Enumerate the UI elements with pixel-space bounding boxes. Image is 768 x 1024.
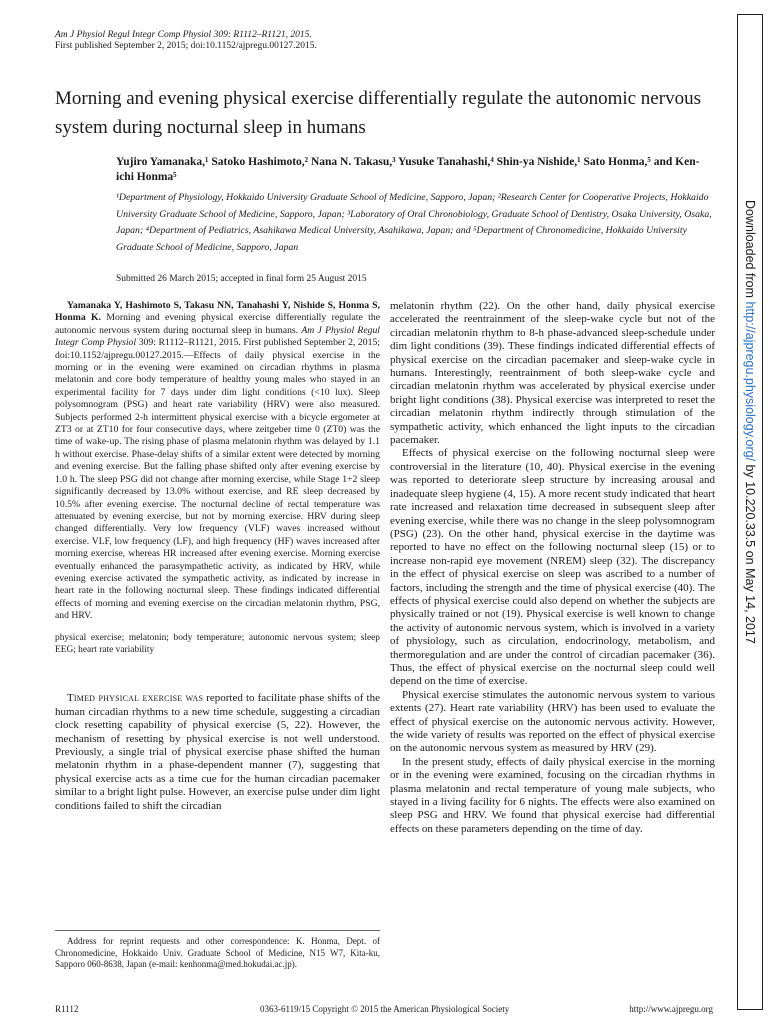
download-notice [740, 200, 760, 850]
intro-paragraph-3: Physical exercise stimulates the autonomic nervous system to various extents (27). Heart rate variability (HRV) has been used to evaluate the effect of physical exercise on the autonomic nervous activity. However, the wide variety of results was reported on the effect of physical exercise on the autonomic nervous system as measured by HRV (29). [390, 688, 715, 755]
intro-lead-smallcaps: Timed physical exercise was [67, 692, 204, 705]
journal-citation [55, 30, 317, 52]
left-column [55, 300, 380, 813]
abstract-citation-rest: 309: R1112–R1121, 2015. First published September 2, 2015; doi:10.1152/ajpregu.00127.2015.— [55, 337, 381, 361]
journal-url[interactable]: http://www.ajpregu.org [629, 1004, 713, 1014]
abstract-citation-journal: Am J Physiol Regul Integr Comp Physiol [55, 324, 380, 349]
download-notice-text [743, 200, 757, 644]
correspondence-footnote: Address for reprint requests and other correspondence: K. Honma, Dept. of Chronomedicine, Hokkaido Univ. Graduate School of Medicine, N15 W7, Kita-ku, Sapporo 060-8638, Japan (e-mail: kenhonma@med.hokudai.ac.jp). [55, 930, 380, 971]
abstract [55, 300, 380, 623]
right-column [390, 300, 715, 836]
article-title: Morning and evening physical exercise differentially regulate the autonomic nervous system during nocturnal sleep in humans [55, 88, 701, 138]
intro-paragraph-1 [55, 692, 380, 813]
download-link[interactable]: http://ajpregu.physiology.org/ [743, 301, 757, 462]
journal-citation-line2: First published September 2, 2015; doi:10.1152/ajpregu.00127.2015. [55, 41, 317, 51]
submission-dates: Submitted 26 March 2015; accepted in final form 25 August 2015 [116, 274, 367, 284]
download-prefix: Downloaded from [743, 200, 757, 302]
abstract-citation-authors: Yamanaka Y, Hashimoto S, Takasu NN, Tanahashi Y, Nishide S, Honma S, Honma K. [55, 300, 380, 324]
intro-paragraph-continued: melatonin rhythm (22). On the other hand, daily physical exercise accelerated the reentrainment of the sleep-wake cycle but not of the circadian melatonin rhythm to 8-h phase-advanced sleep-schedule under dim light conditions (39). These findings indicated differential effects of physical exercise on the circadian pacemaker and sleep-wake cycle in humans. Interestingly, reentrainment of both sleep-wake cycle and circadian melatonin rhythm was accelerated by physical exercise under bright light conditions (38). Physical exercise was interpreted to reset the circadian melatonin rhythm indirectly through stimulation of the sympathetic activity, which enhanced the light inputs to the circadian pacemaker. [390, 300, 715, 447]
intro-paragraph-2: Effects of physical exercise on the following nocturnal sleep were controversial in the literature (10, 40). Physical exercise in the evening was reported to deteriorate sleep structure by increasing arousal and inadequate sleep hygiene (4, 15). A more recent study indicated that heart rate increased and relaxation time decreased in subsequent sleep after evening exercise, while there was no change in the sleep polysomnogram (PSG) (23). On the other hand, physical exercise in the daytime was reported to have no effect on the following nocturnal sleep (15) or to increase non-rapid eye movement (NREM) sleep (32). The discrepancy in the effect of physical exercise on sleep was ascribed to a number of factors, including the strength and the time of physical exercise (40). The effects of physical exercise could also depend on whether the subjects are physically trained or not (19). Physical exercise is well known to change the activity of autonomic nervous system, which is involved in a variety of physiology, such as circulation, endocrinology, metabolism, and thermoregulation and are under the control of circadian pacemaker (36). Thus, the effect of physical exercise on the nocturnal sleep could well depend on the time of exercise. [390, 447, 715, 688]
author-list: Yujiro Yamanaka,¹ Satoko Hashimoto,² Nana N. Takasu,³ Yusuke Tanahashi,⁴ Shin-ya Nishide,¹ Sato Honma,⁵ and Ken-ichi Honma⁵ [116, 156, 700, 183]
download-suffix: by 10.220.33.5 on May 14, 2017 [743, 461, 757, 644]
abstract-text: Effects of daily physical exercise in the morning or in the evening were examined on circadian rhythms in plasma melatonin and core body temperature of healthy young males who stayed in an experimental facility for 7 days under dim light conditions (<10 lux). Sleep polysomnogram (PSG) and heart rate variability (HRV) were also measured. Subjects performed 2-h intermittent physical exercise with a bicycle ergometer at ZT3 or at ZT10 for four consecutive days, where zeitgeber time 0 (ZT0) was the time of wake-up. The rising phase of plasma melatonin rhythm was delayed by 1.1 h without exercise. Phase-delay shifts of a similar extent were detected by morning and evening exercise. But the falling phase shifted only after evening exercise by 1.0 h. The sleep PSG did not change after morning exercise, while Stage 1+2 sleep significantly decreased by 13.0% without exercise, and RE sleep decreased by 10.5% after evening exercise. The nocturnal decline of rectal temperature was attenuated by evening exercise, but not by morning exercise. HRV during sleep changed differentially. Very low frequency (VLF) waves increased without exercise. VLF, low frequency (LF), and high frequency (HF) waves increased after morning exercise, whereas HR increased after evening exercise. Morning exercise eventually enhanced the parasympathetic activity, as indicated by HRV, while evening exercise activated the sympathetic activity, as indicated by increase in heart rate in the following nocturnal sleep. These findings indicated differential effects of morning and evening exercise on the circadian melatonin rhythm, PSG, and HRV. [55, 349, 380, 622]
keywords: physical exercise; melatonin; body temperature; autonomic nervous system; sleep EEG; heart rate variability [55, 632, 380, 655]
intro-paragraph-4: In the present study, effects of daily physical exercise in the morning or in the evening were examined, focusing on the circadian rhythms in plasma melatonin and rectal temperature of young male subjects, who stayed in a living facility for 6 nights. The effects were also examined on sleep PSG and HRV. We found that physical exercise had differential effects on these parameters depending on the time of day. [390, 755, 715, 835]
abstract-citation-title: Morning and evening physical exercise differentially regulate the autonomic nervous system during nocturnal sleep in humans. [55, 312, 380, 336]
page-number: R1112 [55, 1004, 79, 1014]
intro-paragraph-1-text: reported to facilitate phase shifts of the human circadian rhythms to a new time schedule, suggesting a circadian clock resetting capability of physical exercise (5, 22). However, the mechanism of resetting by physical exercise is not well understood. Previously, a single trial of physical exercise phase shifted the human melatonin rhythm in a phase-dependent manner (7), suggesting that physical exercise acts as a time cue for the human circadian pacemaker similar to a bright light pulse. However, an exercise pulse under dim light conditions failed to shift the circadian [55, 692, 380, 812]
copyright-line: 0363-6119/15 Copyright © 2015 the American Physiological Society [260, 1004, 510, 1014]
affiliations: ¹Department of Physiology, Hokkaido University Graduate School of Medicine, Sapporo, Japan; ²Research Center for Cooperative Projects, Hokkaido University Graduate School of Medicine, Sapporo, Japan; ³Laboratory of Oral Chronobiology, Graduate School of Dentistry, Osaka University, Osaka, Japan; ⁴Department of Pediatrics, Asahikawa Medical University, Asahikawa, Japan; and ⁵Department of Chronomedicine, Hokkaido University Graduate School of Medicine, Sapporo, Japan [116, 192, 712, 253]
journal-citation-line1: Am J Physiol Regul Integr Comp Physiol 309: R1112–R1121, 2015. [55, 30, 312, 40]
